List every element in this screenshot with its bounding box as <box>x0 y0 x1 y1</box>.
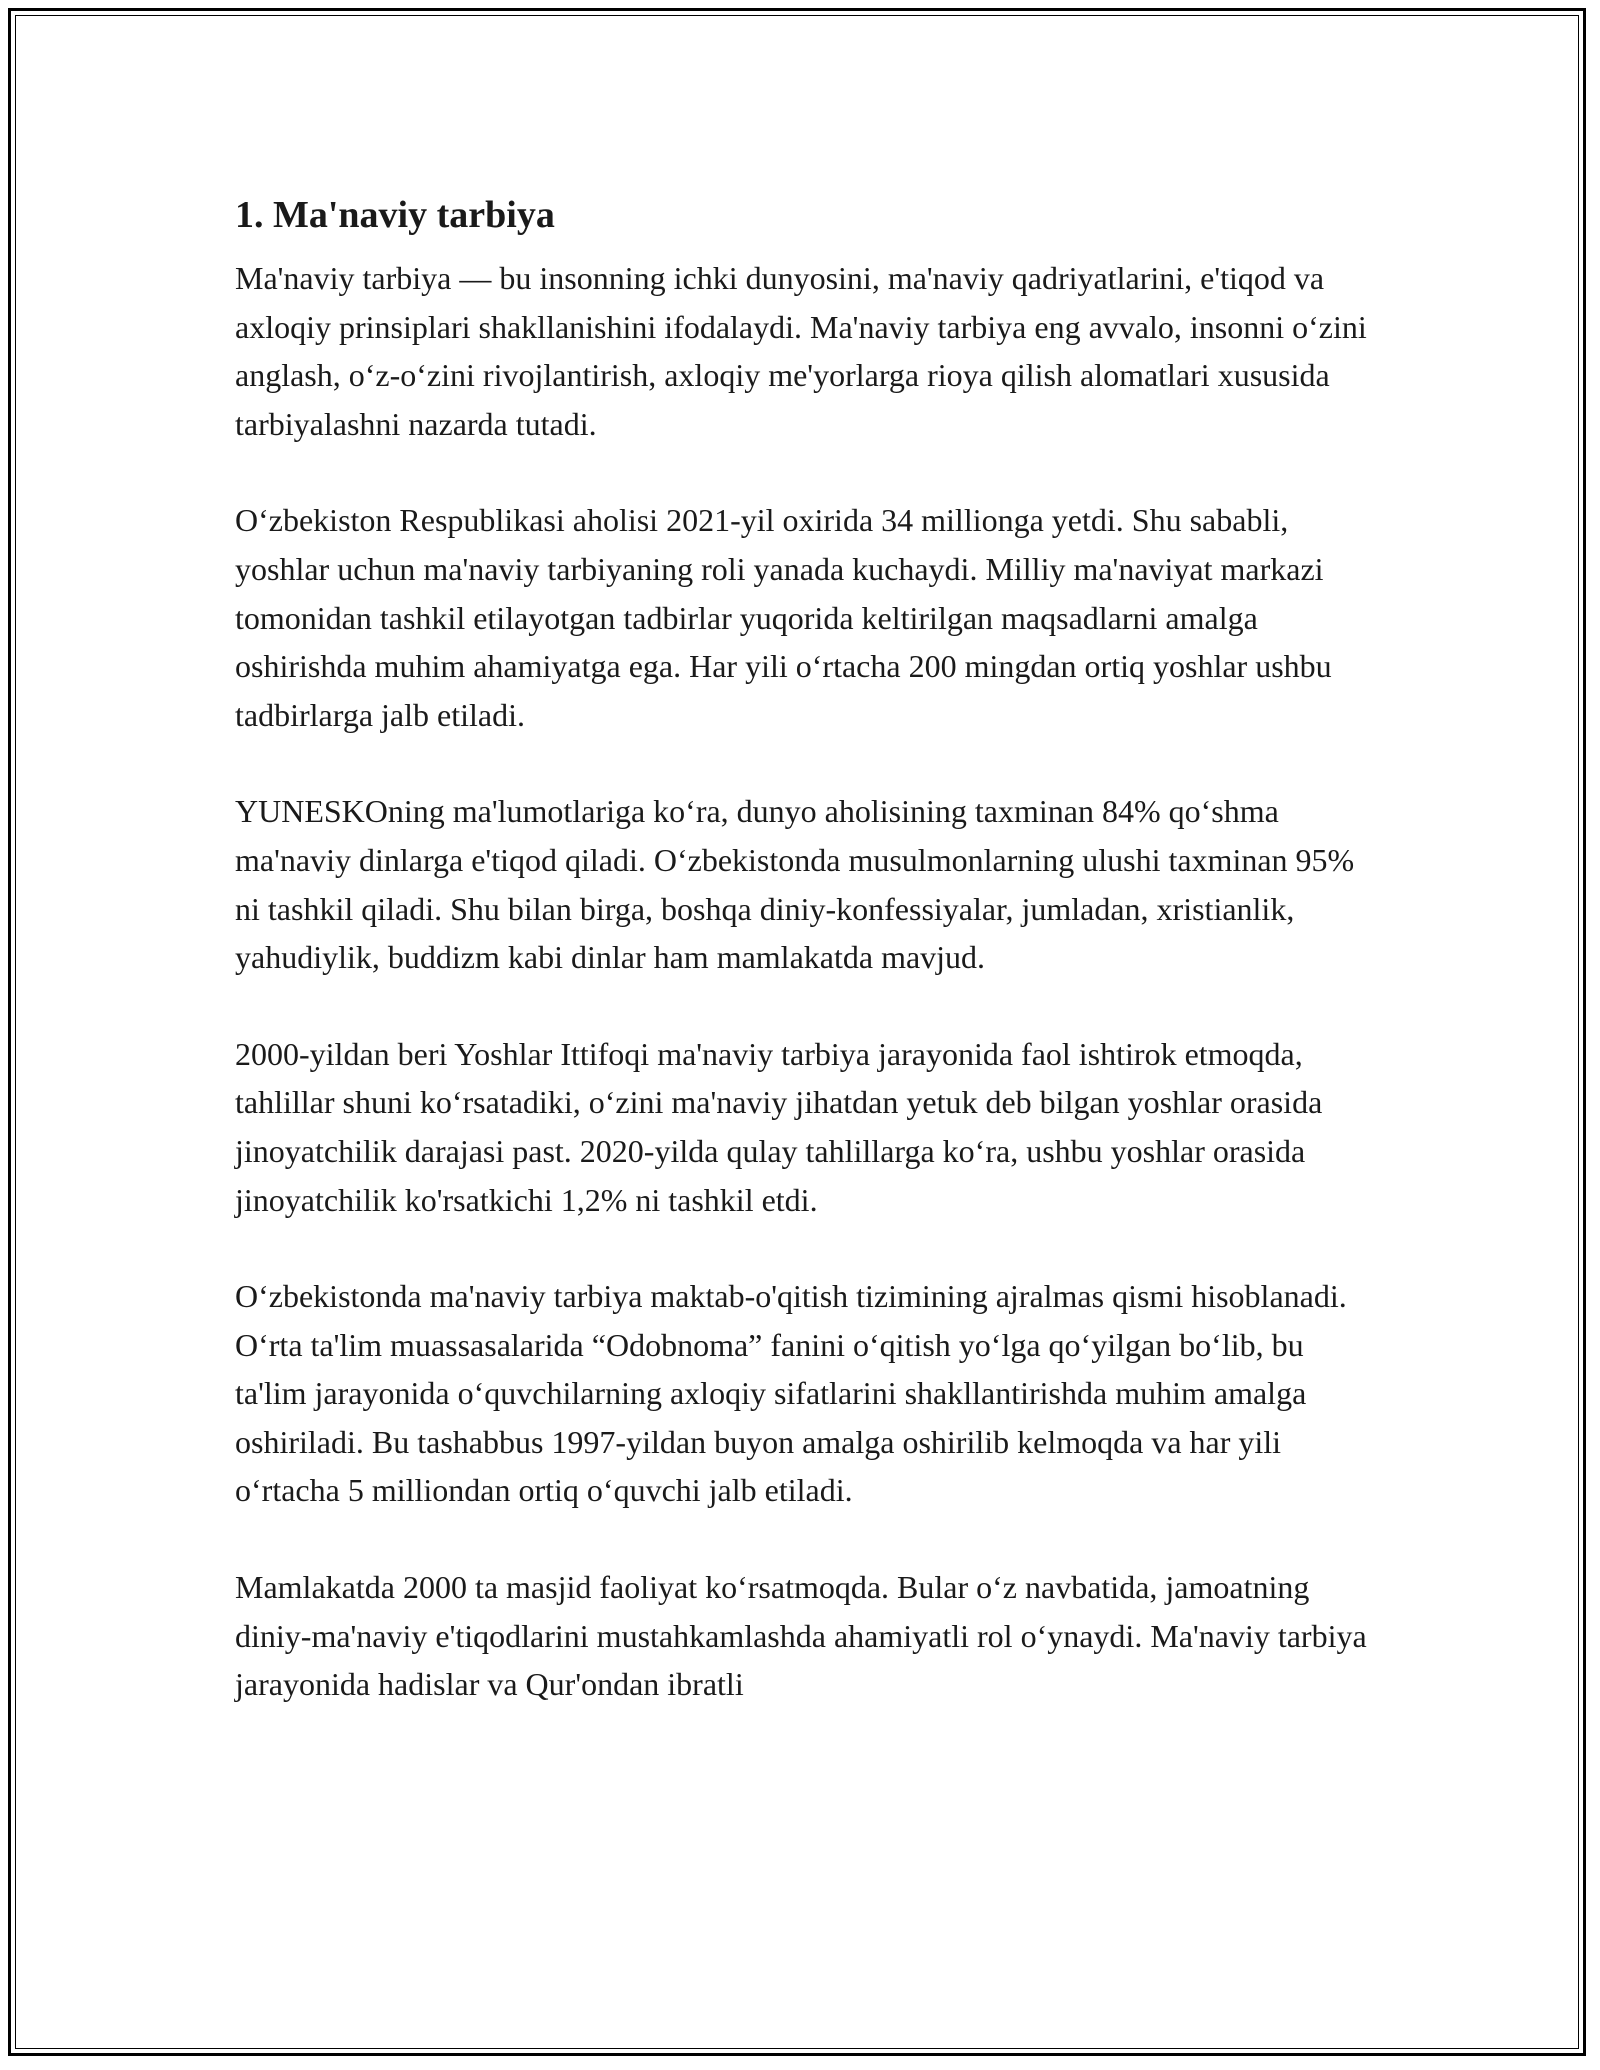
paragraph-6: Mamlakatda 2000 ta masjid faoliyat ko‘rsatmoqda. Bular o‘z navbatida, jamoatning diniy-ma'naviy e'tiqodlarini mustahkamlashda ahamiyatli rol o‘ynaydi. Ma'naviy tarbiya jarayonida hadislar va Qur'ondan ibratli <box>235 1569 1367 1703</box>
paragraph-3: YUNESKOning ma'lumotlariga ko‘ra, dunyo aholisining taxminan 84% qo‘shma ma'naviy dinlarga e'tiqod qiladi. O‘zbekistonda musulmonlarning ulushi taxminan 95% ni tashkil qiladi. Shu bilan birga, boshqa diniy-konfessiyalar, jumladan, xristianlik, yahudiylik, buddizm kabi dinlar ham mamlakatda mavjud. <box>235 793 1355 976</box>
paragraph-2: O‘zbekiston Respublikasi aholisi 2021-yil oxirida 34 millionga yetdi. Shu sababli, yoshlar uchun ma'naviy tarbiyaning roli yanada kuchaydi. Milliy ma'naviyat markazi tomonidan tashkil etilayotgan tadbirlar yuqorida keltirilgan maqsadlarni amalga oshirishda muhim ahamiyatga ega. Har yili o‘rtacha 200 mingdan ortiq yoshlar ushbu tadbirlarga jalb etiladi. <box>235 502 1332 733</box>
paragraph-1: Ma'naviy tarbiya — bu insonning ichki dunyosini, ma'naviy qadriyatlarini, e'tiqod va axloqiy prinsiplari shakllanishini ifodalaydi. Ma'naviy tarbiya eng avvalo, insonni o‘zini anglash, o‘z-o‘zini rivojlantirish, axloqiy me'yorlarga rioya qilish alomatlari xususida tarbiyalashni nazarda tutadi. <box>235 260 1367 442</box>
document-body <box>235 182 1375 1757</box>
paragraph-5: O‘zbekistonda ma'naviy tarbiya maktab-o'qitish tizimining ajralmas qismi hisoblanadi. O‘rta ta'lim muassasalarida “Odobnoma” fanini o‘qitish yo‘lga qo‘yilgan bo‘lib, bu ta'lim jarayonida o‘quvchilarning axloqiy sifatlarini shakllantirishda muhim amalga oshiriladi. Bu tashabbus 1997-yildan buyon amalga oshirilib kelmoqda va har yili o‘rtacha 5 milliondan ortiq o‘quvchi jalb etiladi. <box>235 1278 1347 1509</box>
paragraph-4: 2000-yildan beri Yoshlar Ittifoqi ma'naviy tarbiya jarayonida faol ishtirok etmoqda, tahlillar shuni ko‘rsatadiki, o‘zini ma'naviy jihatdan yetuk deb bilgan yoshlar orasida jinoyatchilik darajasi past. 2020-yilda qulay tahlillarga ko‘ra, ushbu yoshlar orasida jinoyatchilik ko'rsatkichi 1,2% ni tashkil etdi. <box>235 1035 1323 1218</box>
section-heading: 1. Ma'naviy tarbiya <box>235 194 555 236</box>
